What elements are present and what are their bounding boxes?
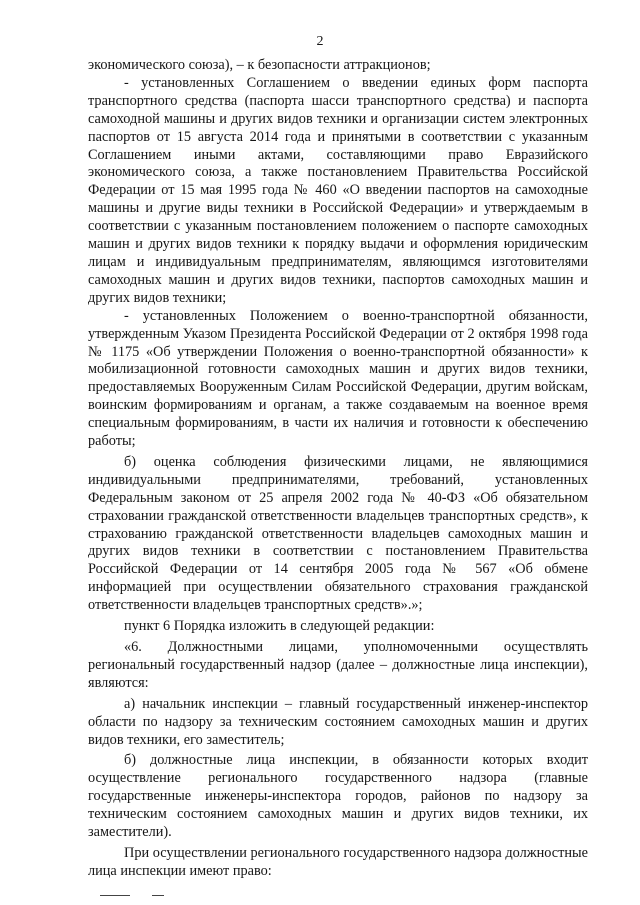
paragraph-rights-intro: При осуществлении регионального государственного надзора должностные лица инспекции имеют право: (88, 844, 588, 879)
document-body (88, 57, 588, 881)
paragraph-passport-agreement: - установленных Соглашением о введении единых форм паспорта транспортного средства (паспорта шасси транспортного средства) и паспорта самоходной машины и других видов техники и организации систем электронных паспортов от 15 августа 2014 года и принятыми в соответствии с указанным Соглашением иными актами, составляющими право Евразийского экономического союза, а также постановлением Правительства Российской Федерации от 15 мая 1995 года № 460 «О введении паспортов на самоходные машины и другие виды техники в Российской Федерации» и утверждаемым в соответствии с указанным постановлением положением о паспорте самоходных машин и других видов техники к порядку выдачи и оформления юридическим лицам и индивидуальным предпринимателям, являющимся изготовителями самоходных машин и других видов техники, паспортов самоходных машин и других видов техники; (88, 74, 588, 306)
page-number: 2 (316, 34, 324, 49)
paragraph-item-a: а) начальник инспекции – главный государственный инженер-инспектор области по надзору за техническим состоянием самоходных машин и других видов техники, его заместитель; (88, 695, 588, 748)
paragraph-clause-6-intro: пункт 6 Порядка изложить в следующей редакции: (124, 618, 435, 635)
paragraph-continuation: экономического союза), – к безопасности аттракционов; (88, 57, 431, 73)
footer-rule-left (100, 895, 130, 896)
footer-rule-right (152, 895, 164, 896)
paragraph-clause-6: «6. Должностными лицами, уполномоченными осуществлять региональный государственный надзор (далее – должностные лица инспекции), являются: (88, 639, 588, 691)
paragraph-item-b: б) должностные лица инспекции, в обязанности которых входит осуществление регионального государственного надзора (главные государственные инженеры-инспектора городов, районов по надзору за техническим состоянием самоходных машин и других видов техники, их заместители). (88, 752, 588, 841)
paragraph-military-transport: - установленных Положением о военно-транспортной обязанности, утвержденным Указом Президента Российской Федерации от 2 октября 1998 года № 1175 «Об утверждении Положения о военно-транспортной обязанности» к мобилизационной готовности самоходных машин и других видов техники, предоставляемых Вооруженным Силам Российской Федерации, другим войскам, воинским формированиям и органам, а также создаваемым на военное время специальным формированиям, в части их наличия и готовности к обеспечению работы; (88, 307, 588, 450)
paragraph-insurance-assessment: б) оценка соблюдения физическими лицами, не являющимися индивидуальными предпринимателями, требований, установленных Федеральным законом от 25 апреля 2002 года № 40-ФЗ «Об обязательном страховании гражданской ответственности владельцев транспортных средств», к страхованию гражданской ответственности владельцев самоходных машин и других видов техники в соответствии с постановлением Правительства Российской Федерации от 14 сентября 2005 года № 567 «Об обмене информацией при осуществлении обязательного страхования гражданской ответственности владельцев транспортных средств».»; (88, 453, 588, 614)
